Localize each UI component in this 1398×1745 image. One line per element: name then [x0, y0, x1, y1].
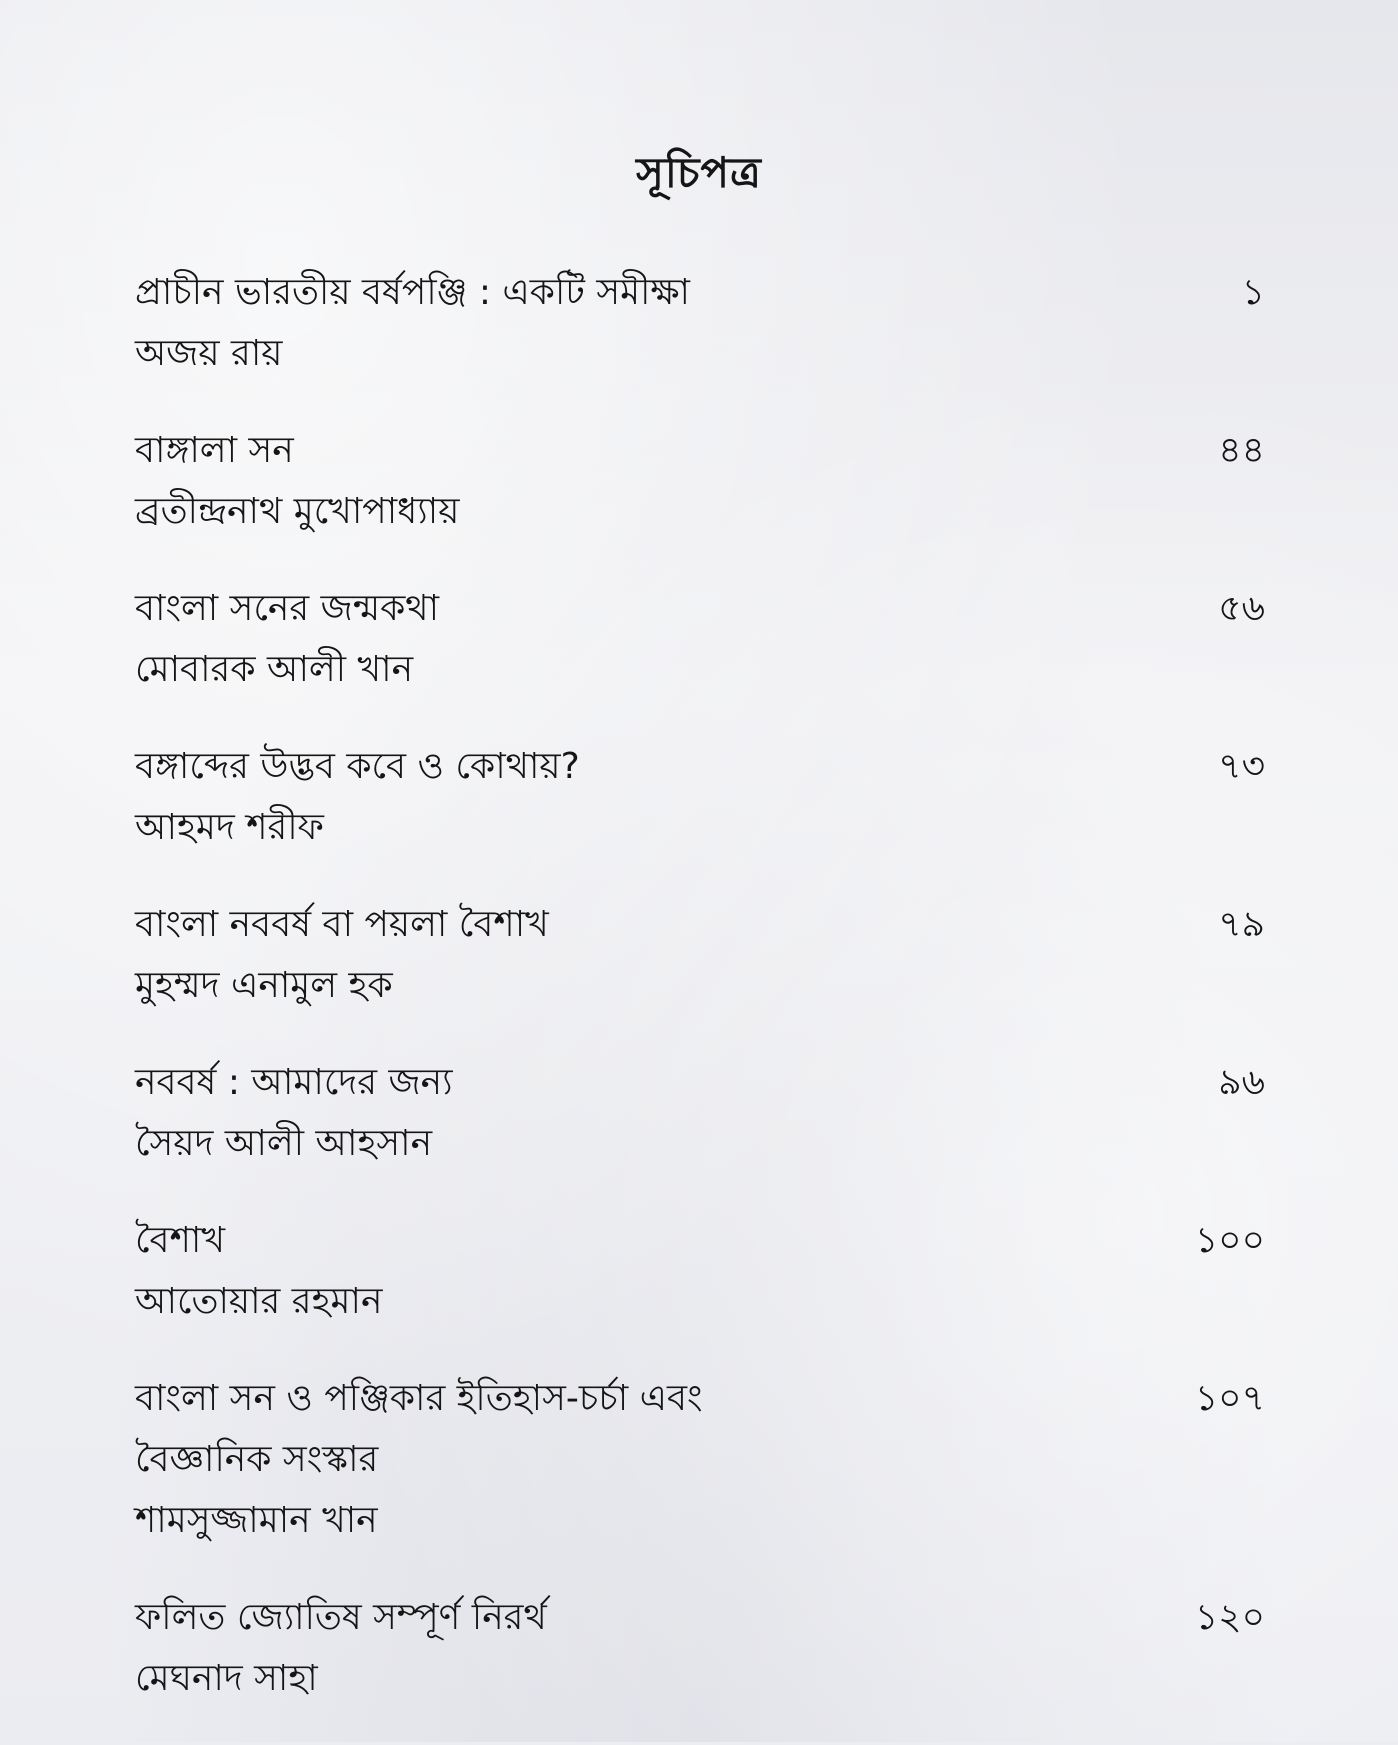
entry-page-number: ৫৬: [1218, 588, 1265, 629]
toc-entry: [135, 1210, 1265, 1332]
entry-title: বাংলা নববর্ষ বা পয়লা বৈশাখ: [135, 904, 549, 945]
entry-title: বৈশাখ: [135, 1220, 225, 1261]
entry-title: বাঙ্গালা সন: [135, 430, 294, 471]
entry-title: বাংলা সনের জন্মকথা: [135, 588, 440, 629]
entry-author: সৈয়দ আলী আহসান: [135, 1123, 433, 1164]
toc-entry: [135, 1587, 1265, 1709]
entry-page-number: ১০০: [1194, 1220, 1265, 1261]
entry-title: ফলিত জ্যোতিষ সম্পূর্ণ নিরর্থ: [135, 1597, 547, 1638]
entry-page-number: ৭৯: [1218, 904, 1265, 945]
entry-author: অজয় রায়: [135, 333, 283, 374]
entry-page-number: ১০৭: [1194, 1378, 1265, 1419]
entry-title: প্রাচীন ভারতীয় বর্ষপঞ্জি : একটি সমীক্ষা: [135, 272, 690, 313]
entry-page-number: ৭৩: [1218, 746, 1265, 787]
toc-entry: [135, 1052, 1265, 1174]
page-title: সূচিপত্র: [636, 148, 762, 197]
entry-author: ব্রতীন্দ্রনাথ মুখোপাধ্যায়: [135, 491, 460, 532]
toc-entry: [135, 736, 1265, 858]
entry-title-continued: বৈজ্ঞানিক সংস্কার: [135, 1439, 379, 1480]
entry-title: নববর্ষ : আমাদের জন্য: [135, 1062, 453, 1103]
entry-author: মোবারক আলী খান: [135, 649, 414, 690]
entry-author: আহমদ শরীফ: [135, 807, 324, 848]
entry-author: মুহম্মদ এনামুল হক: [135, 965, 393, 1006]
entry-page-number: ১: [1241, 272, 1265, 313]
toc-entry: [135, 1368, 1265, 1551]
toc-entry: [135, 894, 1265, 1016]
entry-author: মেঘনাদ সাহা: [135, 1658, 318, 1699]
entry-author: শামসুজ্জামান খান: [135, 1500, 378, 1541]
entry-author: আতোয়ার রহমান: [135, 1281, 383, 1322]
entry-title: বাংলা সন ও পঞ্জিকার ইতিহাস-চর্চা এবং: [135, 1378, 703, 1419]
entry-title: বঙ্গাব্দের উদ্ভব কবে ও কোথায়?: [135, 746, 580, 787]
table-of-contents: [135, 262, 1265, 1745]
entry-page-number: ১২০: [1194, 1597, 1265, 1638]
toc-entry: [135, 262, 1265, 384]
entry-page-number: ৯৬: [1218, 1062, 1265, 1103]
entry-page-number: ৪৪: [1218, 430, 1265, 471]
toc-entry: [135, 578, 1265, 700]
toc-entry: [135, 420, 1265, 542]
